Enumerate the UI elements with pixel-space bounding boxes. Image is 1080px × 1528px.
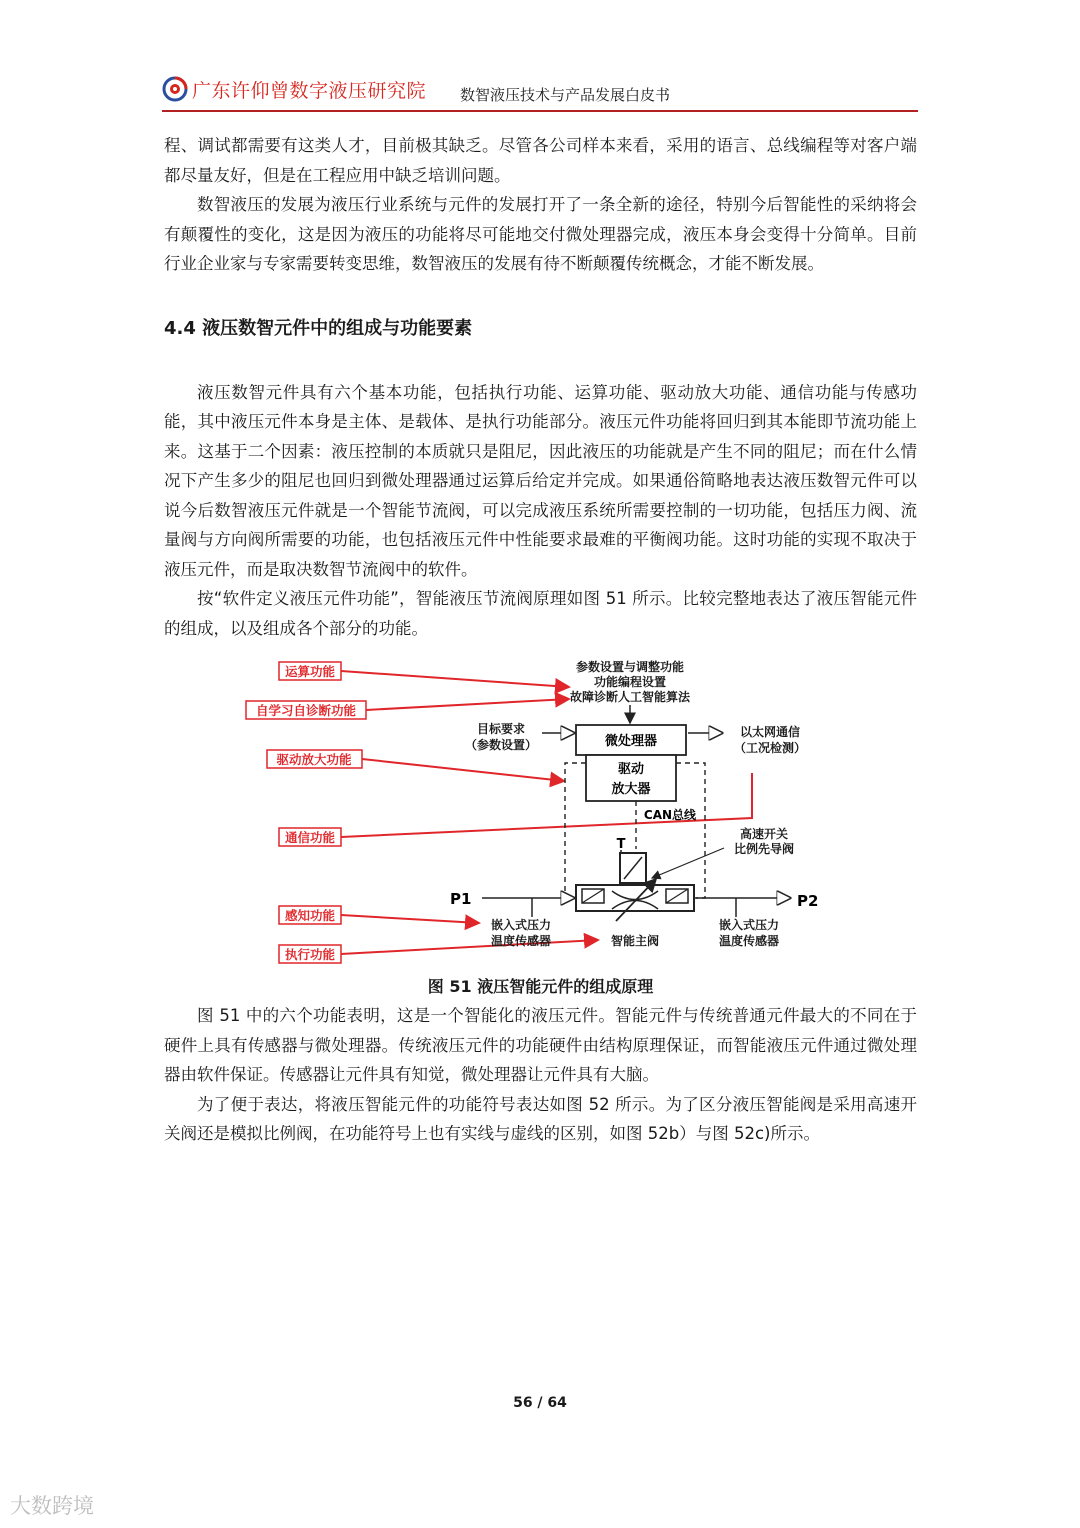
- valve-diagram: [164, 653, 917, 975]
- sensor-right-label: 嵌入式压力: [718, 918, 780, 932]
- label-sensing: 感知功能: [284, 908, 336, 923]
- p2-label: P2: [797, 892, 819, 910]
- label-compute: 运算功能: [284, 664, 336, 679]
- main-valve-label: 智能主阀: [610, 934, 660, 948]
- top-text-line: 故障诊断人工智能算法: [569, 690, 691, 704]
- target-requirement: 目标要求: [476, 722, 526, 736]
- pilot-valve-label: 高速开关: [739, 827, 789, 841]
- page-number: 56 / 64: [513, 1395, 567, 1411]
- header-divider: [162, 110, 918, 112]
- figure-caption: 图 51 液压智能元件的组成原理: [427, 977, 654, 996]
- watermark: 大数跨境: [10, 1494, 94, 1518]
- ethernet-sub: （工况检测）: [733, 741, 807, 755]
- target-requirement-sub: （参数设置）: [464, 738, 538, 752]
- driver-label: 驱动: [617, 762, 645, 777]
- hydraulic-logo-icon: [162, 76, 188, 102]
- tank-port-label: T: [616, 837, 626, 852]
- figure-51: [164, 653, 917, 975]
- paragraph: 为了便于表达，将液压智能元件的功能符号表达如图 52 所示。为了区分液压智能阀是采用高速开关阀还是模拟比例阀，在功能符号上也有实线与虚线的区别，如图 52b）与图 52c)所示。: [164, 1094, 917, 1143]
- label-drive-amplify: 驱动放大功能: [276, 752, 352, 767]
- page-content: [164, 131, 917, 1149]
- label-communication: 通信功能: [284, 830, 336, 845]
- label-execution: 执行功能: [284, 947, 336, 962]
- paragraph: 程、调试都需要有这类人才，目前极其缺乏。尽管各公司样本来看，采用的语言、总线编程等对客户端都尽量友好，但是在工程应用中缺乏培训问题。: [164, 136, 917, 185]
- microprocessor-label: 微处理器: [604, 734, 658, 749]
- sensor-left-label: 嵌入式压力: [490, 918, 552, 932]
- paragraph: 液压数智元件具有六个基本功能，包括执行功能、运算功能、驱动放大功能、通信功能与传感功能，其中液压元件本身是主体、是载体、是执行功能部分。液压元件功能将回归到其本能即节流功能上来。这基于二个因素：液压控制的本质就只是阻尼，因此液压的功能就是产生不同的阻尼；而在什么情况下产生多少的阻尼也回归到微处理器通过运算后给定并完成。如果通俗简略地表达液压数智元件可以说今后数智液压元件就是一个智能节流阀，可以完成液压系统所需要控制的一切功能，包括压力阀、流量阀与方向阀所需要的功能，也包括液压元件中性能要求最难的平衡阀功能。这时功能的实现不取决于液压元件，而是取决数智节流阀中的软件。: [164, 382, 917, 579]
- ethernet-label: 以太网通信: [739, 725, 801, 739]
- top-text-line: 参数设置与调整功能: [575, 660, 685, 674]
- sensor-right-sub: 温度传感器: [718, 934, 780, 948]
- top-text-line: 功能编程设置: [593, 675, 667, 689]
- sensor-left-sub: 温度传感器: [490, 934, 552, 948]
- paragraph: 图 51 中的六个功能表明，这是一个智能化的液压元件。智能元件与传统普通元件最大的不同在于硬件上具有传感器与微处理器。传统液压元件的功能硬件由结构原理保证，而智能液压元件通过微处理器由软件保证。传感器让元件具有知觉，微处理器让元件具有大脑。: [164, 1006, 917, 1084]
- section-heading: 4.4 液压数智元件中的组成与功能要素: [164, 317, 473, 339]
- paragraph: 数智液压的发展为液压行业系统与元件的发展打开了一条全新的途径，特别今后智能性的采纳将会有颠覆性的变化，这是因为液压的功能将尽可能地交付微处理器完成，液压本身会变得十分简单。目前行业企业家与专家需要转变思维，数智液压的发展有待不断颠覆传统概念，才能不断发展。: [164, 195, 917, 273]
- label-self-learning: 自学习自诊断功能: [255, 703, 357, 718]
- can-bus-label: CAN总线: [643, 808, 697, 822]
- document-title: 数智液压技术与产品发展白皮书: [460, 86, 671, 104]
- paragraph: 按“软件定义液压元件功能”，智能液压节流阀原理如图 51 所示。比较完整地表达了液压智能元件的组成，以及组成各个部分的功能。: [164, 589, 917, 638]
- org-name: 广东许仰曾数字液压研究院: [192, 80, 427, 102]
- amplifier-label: 放大器: [611, 782, 651, 797]
- p1-label: P1: [450, 890, 472, 908]
- page-header: [162, 72, 918, 110]
- pilot-valve-sub: 比例先导阀: [733, 842, 795, 856]
